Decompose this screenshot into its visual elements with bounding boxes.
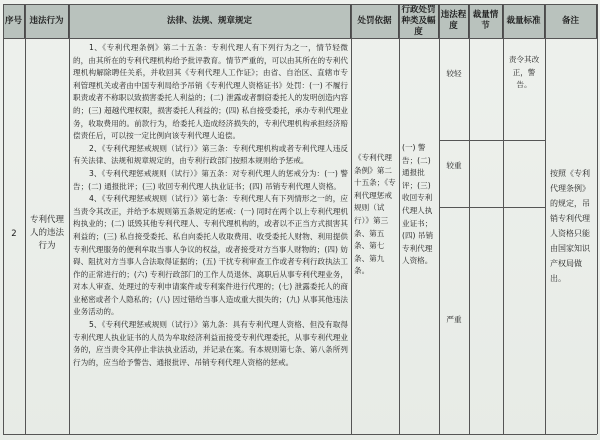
grid-line [469,4,470,434]
header-law: 法律、法规、规章规定 [69,4,351,38]
header-basis: 处罚依据 [351,4,399,38]
grid-line [439,207,545,208]
grid-line [69,4,70,434]
header-note: 备注 [545,4,597,38]
header-kind: 行政处罚种类及幅度 [399,4,439,38]
grid-line [3,4,4,434]
penalty-kind: (一) 警告；(二) 通报批评；(三) 收回专利代理人执业证书；(四) 吊销专利代理人资格。 [402,143,434,266]
row-seq: 2 [11,229,17,239]
grid-line [545,4,546,434]
grid-line [399,4,400,434]
grid-line [3,434,597,435]
header-act: 违法行为 [25,4,69,38]
law-clause-3: 3、《专利代理惩戒规则（试行）》第五条：对专利代理人的惩戒分为：(一) 警告；(二) 通报批评；(三) 收回专利代理人执业证书；(四) 吊销专利代理人资格。 [73,168,348,191]
law-text [73,42,348,369]
law-clause-1: 1、《专利代理条例》第二十五条：专利代理人有下列行为之一，情节轻微的，由其所在的专利代理机构给予批评教育。情节严重的，可以由其所在的专利代理机构解除聘任关系，并收回其《专利代理人工作证》；由省、自治区、直辖市专利管理机关或者由中国专利局给予吊销《专利代理人资格证书》处罚：(一) 不履行职责或者不称职以致损害委托人利益的；(二) 泄露或者剽窃委托人的发明创造内容的；(三) 超越代理权限，损害委托人利益的；(四) 私自接受委托，承办专利代理业务，收取费用的。前款行为，给委托人造成经济损失的，专利代理机构承担经济赔偿责任后，可以按一定比例向该专利代理人追偿。 [73,43,348,141]
header-degree: 违法程度 [439,4,469,38]
degree-medium: 较重 [446,161,462,170]
header-circ: 裁量情节 [469,4,503,38]
remark-note: 按照《专利代理条例》的规定，吊销专利代理人资格只能由国家知识产权局做出。 [550,169,590,283]
law-clause-2: 2、《专利代理惩戒规则（试行）》第三条：专利代理机构或者专利代理人违反有关法律、法规和规章规定的，由专利行政部门按照本规则给予惩戒。 [73,143,348,166]
grid-line [351,4,352,434]
degree-light: 较轻 [446,69,462,78]
row-act: 专利代理人的违法行为 [29,215,64,251]
grid-line [3,38,597,39]
header-seq: 序号 [3,4,25,38]
grid-line [3,4,597,5]
law-clause-4: 4、《专利代理惩戒规则（试行）》第七条：专利代理人有下列情形之一的，应当责令其改正，并给予本规则第五条规定的惩戒：(一) 同时在两个以上专利代理机构执业的；(二) 诋毁其他专利代理人、专利代理机构的，或者以不正当方式损害其利益的；(三) 私自接受委托、私自向委托人收取费用、收受委托人财物、利用提供专利代理服务的便利牟取当事人争议的权益，或者接受对方当事人财物的；(四) 妨碍、阻扰对方当事人合法取得证据的；(五) 干扰专利审查工作或者专利行政执法工作的正常进行的；(六) 专利行政部门的工作人员退休、离职后从事专利代理业务，对本人审查、处理过的专利申请案件或专利案件进行代理的；(七) 泄露委托人的商业秘密或者个人隐私的；(八) 因过错给当事人造成重大损失的；(九) 从事其他违法业务活动的。 [73,194,348,317]
standard-light: 责令其改正，警告。 [508,55,540,90]
grid-line [439,140,545,141]
grid-line [25,4,26,434]
grid-line [503,4,504,434]
header-std: 裁量标准 [503,4,545,38]
penalty-basis: 《专利代理条例》第二十五条；《专利代理惩戒规则（试行）》第三条、第五条、第七条、第九条。 [354,153,396,276]
law-clause-5: 5、《专利代理惩戒规则（试行）》第九条：具有专利代理人资格、但没有取得专利代理人执业证书的人员为牟取经济利益而接受专利代理委托，从事专利代理业务的，应当责令其停止非法执业活动，并记录在案。有本规则第七条、第八条所列行为的，应当给予警告、通报批评、吊销专利代理人资格的惩戒。 [73,320,348,367]
degree-severe: 严重 [446,315,462,324]
grid-line [597,4,598,434]
